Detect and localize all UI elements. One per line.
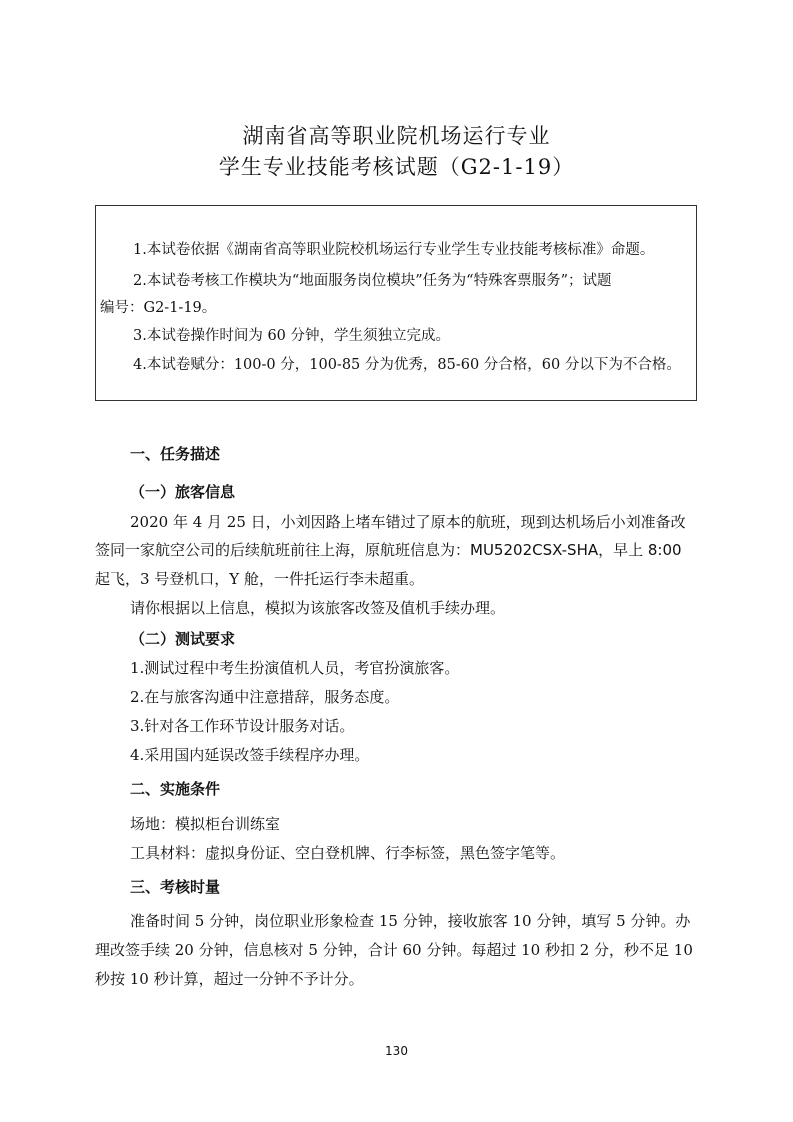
page-number: 130 — [385, 1044, 408, 1058]
subsection-heading-passenger-info: （一）旅客信息 — [130, 483, 236, 501]
requirement-item: 3.针对各工作环节设计服务对话。 — [130, 717, 355, 735]
departure-time: 8:00 — [647, 541, 682, 559]
duration-line2: 理改签手续 20 分钟，信息核对 5 分钟，合计 60 分钟。每超过 10 秒扣 2 分，秒不足 10 — [95, 941, 693, 959]
passenger-info-line1: 2020 年 4 月 25 日，小刘因路上堵车错过了原本的航班，现到达机场后小刘准备改 — [130, 513, 686, 531]
requirement-item: 4.采用国内延误改签手续程序办理。 — [130, 746, 370, 764]
passenger-info-task: 请你根据以上信息，模拟为该旅客改签及值机手续办理。 — [130, 599, 506, 617]
tools-text: 工具材料：虚拟身份证、空白登机牌、行李标签，黑色签字笔等。 — [130, 844, 566, 862]
passenger-info-line3: 起飞，3 号登机口，Y 舱，一件托运行李未超重。 — [95, 570, 424, 588]
subsection-heading-test-requirements: （二）测试要求 — [130, 630, 236, 648]
section-heading-task: 一、任务描述 — [130, 445, 221, 463]
passenger-info-line2-mid: ，早上 — [598, 541, 648, 559]
venue-text: 场地：模拟柜台训练室 — [130, 815, 281, 833]
passenger-info-line2 — [95, 539, 682, 560]
duration-line1: 准备时间 5 分钟，岗位职业形象检查 15 分钟，接收旅客 10 分钟，填写 5 分钟。办 — [130, 912, 691, 930]
note-1: 1.本试卷依据《湖南省高等职业院校机场运行专业学生专业技能考核标准》命题。 — [133, 242, 655, 258]
note-3: 3.本试卷操作时间为 60 分钟，学生须独立完成。 — [133, 328, 451, 344]
note-2: 2.本试卷考核工作模块为“地面服务岗位模块”任务为“特殊客票服务”；试题 — [133, 273, 612, 289]
page-title-line2: 学生专业技能考核试题（G2-1-19） — [218, 155, 575, 179]
passenger-info-line2-text: 签同一家航空公司的后续航班前往上海，原航班信息为： — [95, 541, 471, 559]
page-title-line1: 湖南省高等职业院机场运行专业 — [242, 124, 551, 148]
note-2-continued: 编号：G2-1-19。 — [100, 300, 217, 316]
requirement-item: 1.测试过程中考生扮演值机人员，考官扮演旅客。 — [130, 659, 460, 677]
requirement-item: 2.在与旅客沟通中注意措辞，服务态度。 — [130, 688, 400, 706]
flight-info: MU5202CSX-SHA — [470, 541, 599, 559]
note-4: 4.本试卷赋分：100-0 分，100-85 分为优秀，85-60 分合格，60 分以下为不合格。 — [133, 357, 681, 373]
section-heading-conditions: 二、实施条件 — [130, 780, 221, 798]
section-heading-duration: 三、考核时量 — [130, 878, 221, 896]
duration-line3: 秒按 10 秒计算，超过一分钟不予计分。 — [95, 970, 364, 988]
